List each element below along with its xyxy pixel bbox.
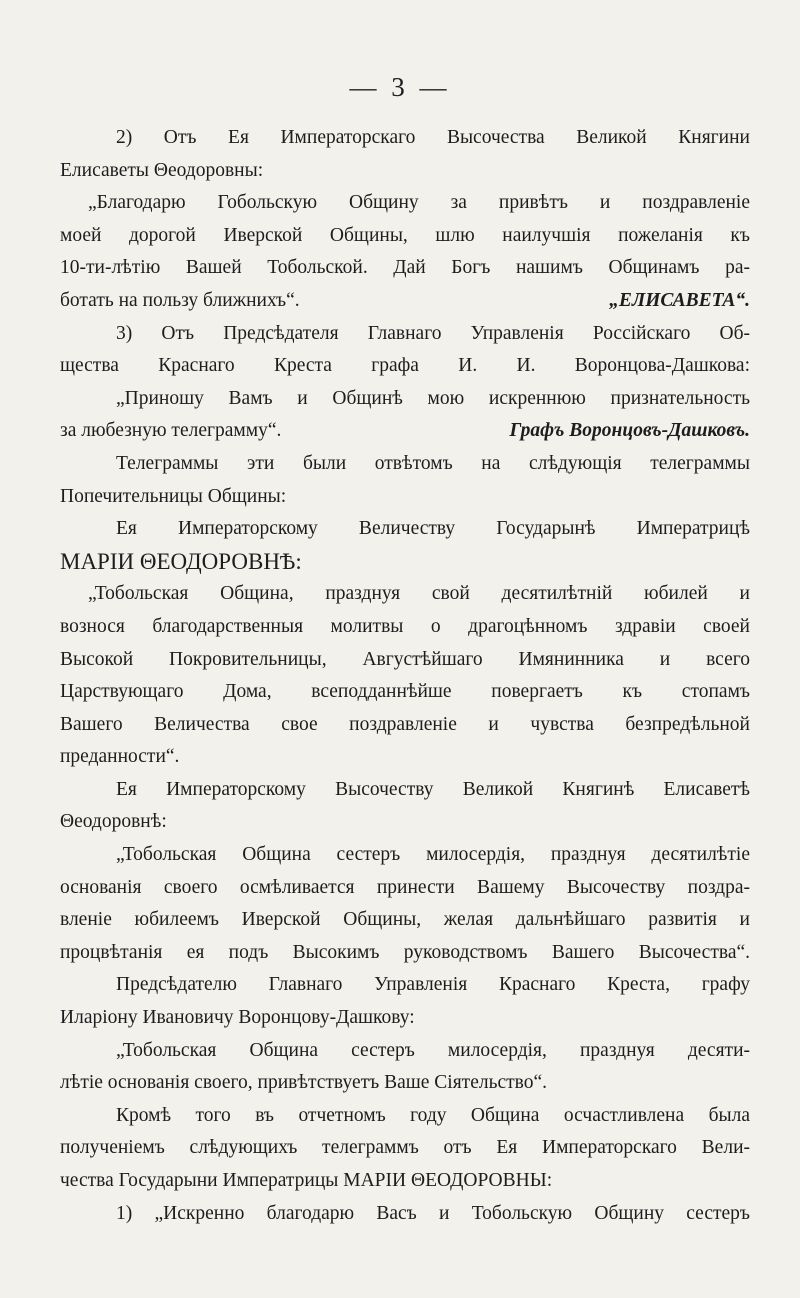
text-line: Ея Императорскому Величеству Государынѣ Императрицѣ — [116, 518, 750, 540]
text-line: Царствующаго Дома, всеподданнѣйше повергаетъ къ стопамъ — [60, 681, 750, 703]
text-line: полученіемъ слѣдующихъ телеграммъ отъ Ея Императорскаго Вели- — [60, 1137, 750, 1159]
page-number: — 3 — — [349, 72, 451, 102]
text-line: „Приношу Вамъ и Общинѣ мою искреннюю признательность — [116, 387, 750, 409]
text-line: МАРІИ ΘЕОДОРОВНѢ: — [60, 548, 302, 574]
text-fragment: за любезную телеграмму“. — [60, 420, 282, 442]
text-line: 3) Отъ Предсѣдателя Главнаго Управленія Россійскаго Об- — [116, 322, 750, 344]
text-line: чества Государыни Императрицы МАРІИ ΘЕОДОРОВНЫ: — [60, 1170, 553, 1191]
text-line: 1) „Искренно благодарю Васъ и Тобольскую Общину сестеръ — [116, 1202, 750, 1224]
text-line: Кромѣ того въ отчетномъ году Община осчастливлена была — [116, 1104, 750, 1126]
text-line: лѣтіе основанія своего, привѣтствуетъ Ваше Сіятельство“. — [60, 1072, 548, 1094]
text-line: процвѣтанія ея подъ Высокимъ руководствомъ Вашего Высочества“. — [60, 941, 750, 963]
text-line: Предсѣдателю Главнаго Управленія Краснаго Креста, графу — [116, 974, 750, 996]
signature-elisaveta: „ЕЛИСАВЕТА“. — [609, 289, 750, 311]
signature-line — [60, 285, 750, 318]
text-line: „Благодарю Гобольскую Общину за привѣтъ и поздравленіе — [88, 192, 750, 214]
text-line: „Тобольская Община сестеръ милосердія, празднуя десяти- — [116, 1039, 750, 1061]
text-line: Елисаветы Θеодоровны: — [60, 159, 264, 181]
text-line: Попечительницы Общины: — [60, 485, 287, 507]
document-body — [60, 122, 750, 1230]
text-line: Θеодоровнѣ: — [60, 811, 167, 833]
signature-line — [60, 415, 750, 448]
text-line: Иларіону Ивановичу Воронцову-Дашкову: — [60, 1007, 415, 1029]
text-line: моей дорогой Иверской Общины, шлю наилучшія пожеланія къ — [60, 224, 750, 246]
text-line: вознося благодарственныя молитвы о драгоцѣнномъ здравіи своей — [60, 615, 750, 637]
text-line: 2) Отъ Ея Императорскаго Высочества Великой Княгини — [116, 127, 750, 148]
text-line: „Тобольская Община сестеръ милосердія, празднуя десятилѣтіе — [116, 844, 750, 866]
text-line: Ея Императорскому Высочеству Великой Княгинѣ Елисаветѣ — [116, 778, 750, 800]
text-line: Вашего Величества свое поздравленіе и чувства безпредѣльной — [60, 713, 750, 735]
text-line: „Тобольская Община, празднуя свой десятилѣтній юбилей и — [88, 583, 750, 605]
text-line: 10-ти-лѣтію Вашей Тобольской. Дай Богъ нашимъ Общинамъ ра- — [60, 257, 750, 279]
signature-vorontsov: Графъ Воронцовъ-Дашковъ. — [509, 420, 750, 442]
text-fragment: ботать на пользу ближнихъ“. — [60, 289, 300, 311]
text-line: Высокой Покровительницы, Августѣйшаго Имянинника и всего — [60, 648, 750, 670]
text-line: Телеграммы эти были отвѣтомъ на слѣдующія телеграммы — [116, 452, 750, 474]
text-line: основанія своего осмѣливается принести Вашему Высочеству поздра- — [60, 876, 750, 898]
text-line: преданности“. — [60, 746, 180, 768]
text-line: вленіе юбилеемъ Иверской Общины, желая дальнѣйшаго развитія и — [60, 909, 750, 931]
text-line: щества Краснаго Креста графа И. И. Воронцова-Дашкова: — [60, 355, 750, 377]
